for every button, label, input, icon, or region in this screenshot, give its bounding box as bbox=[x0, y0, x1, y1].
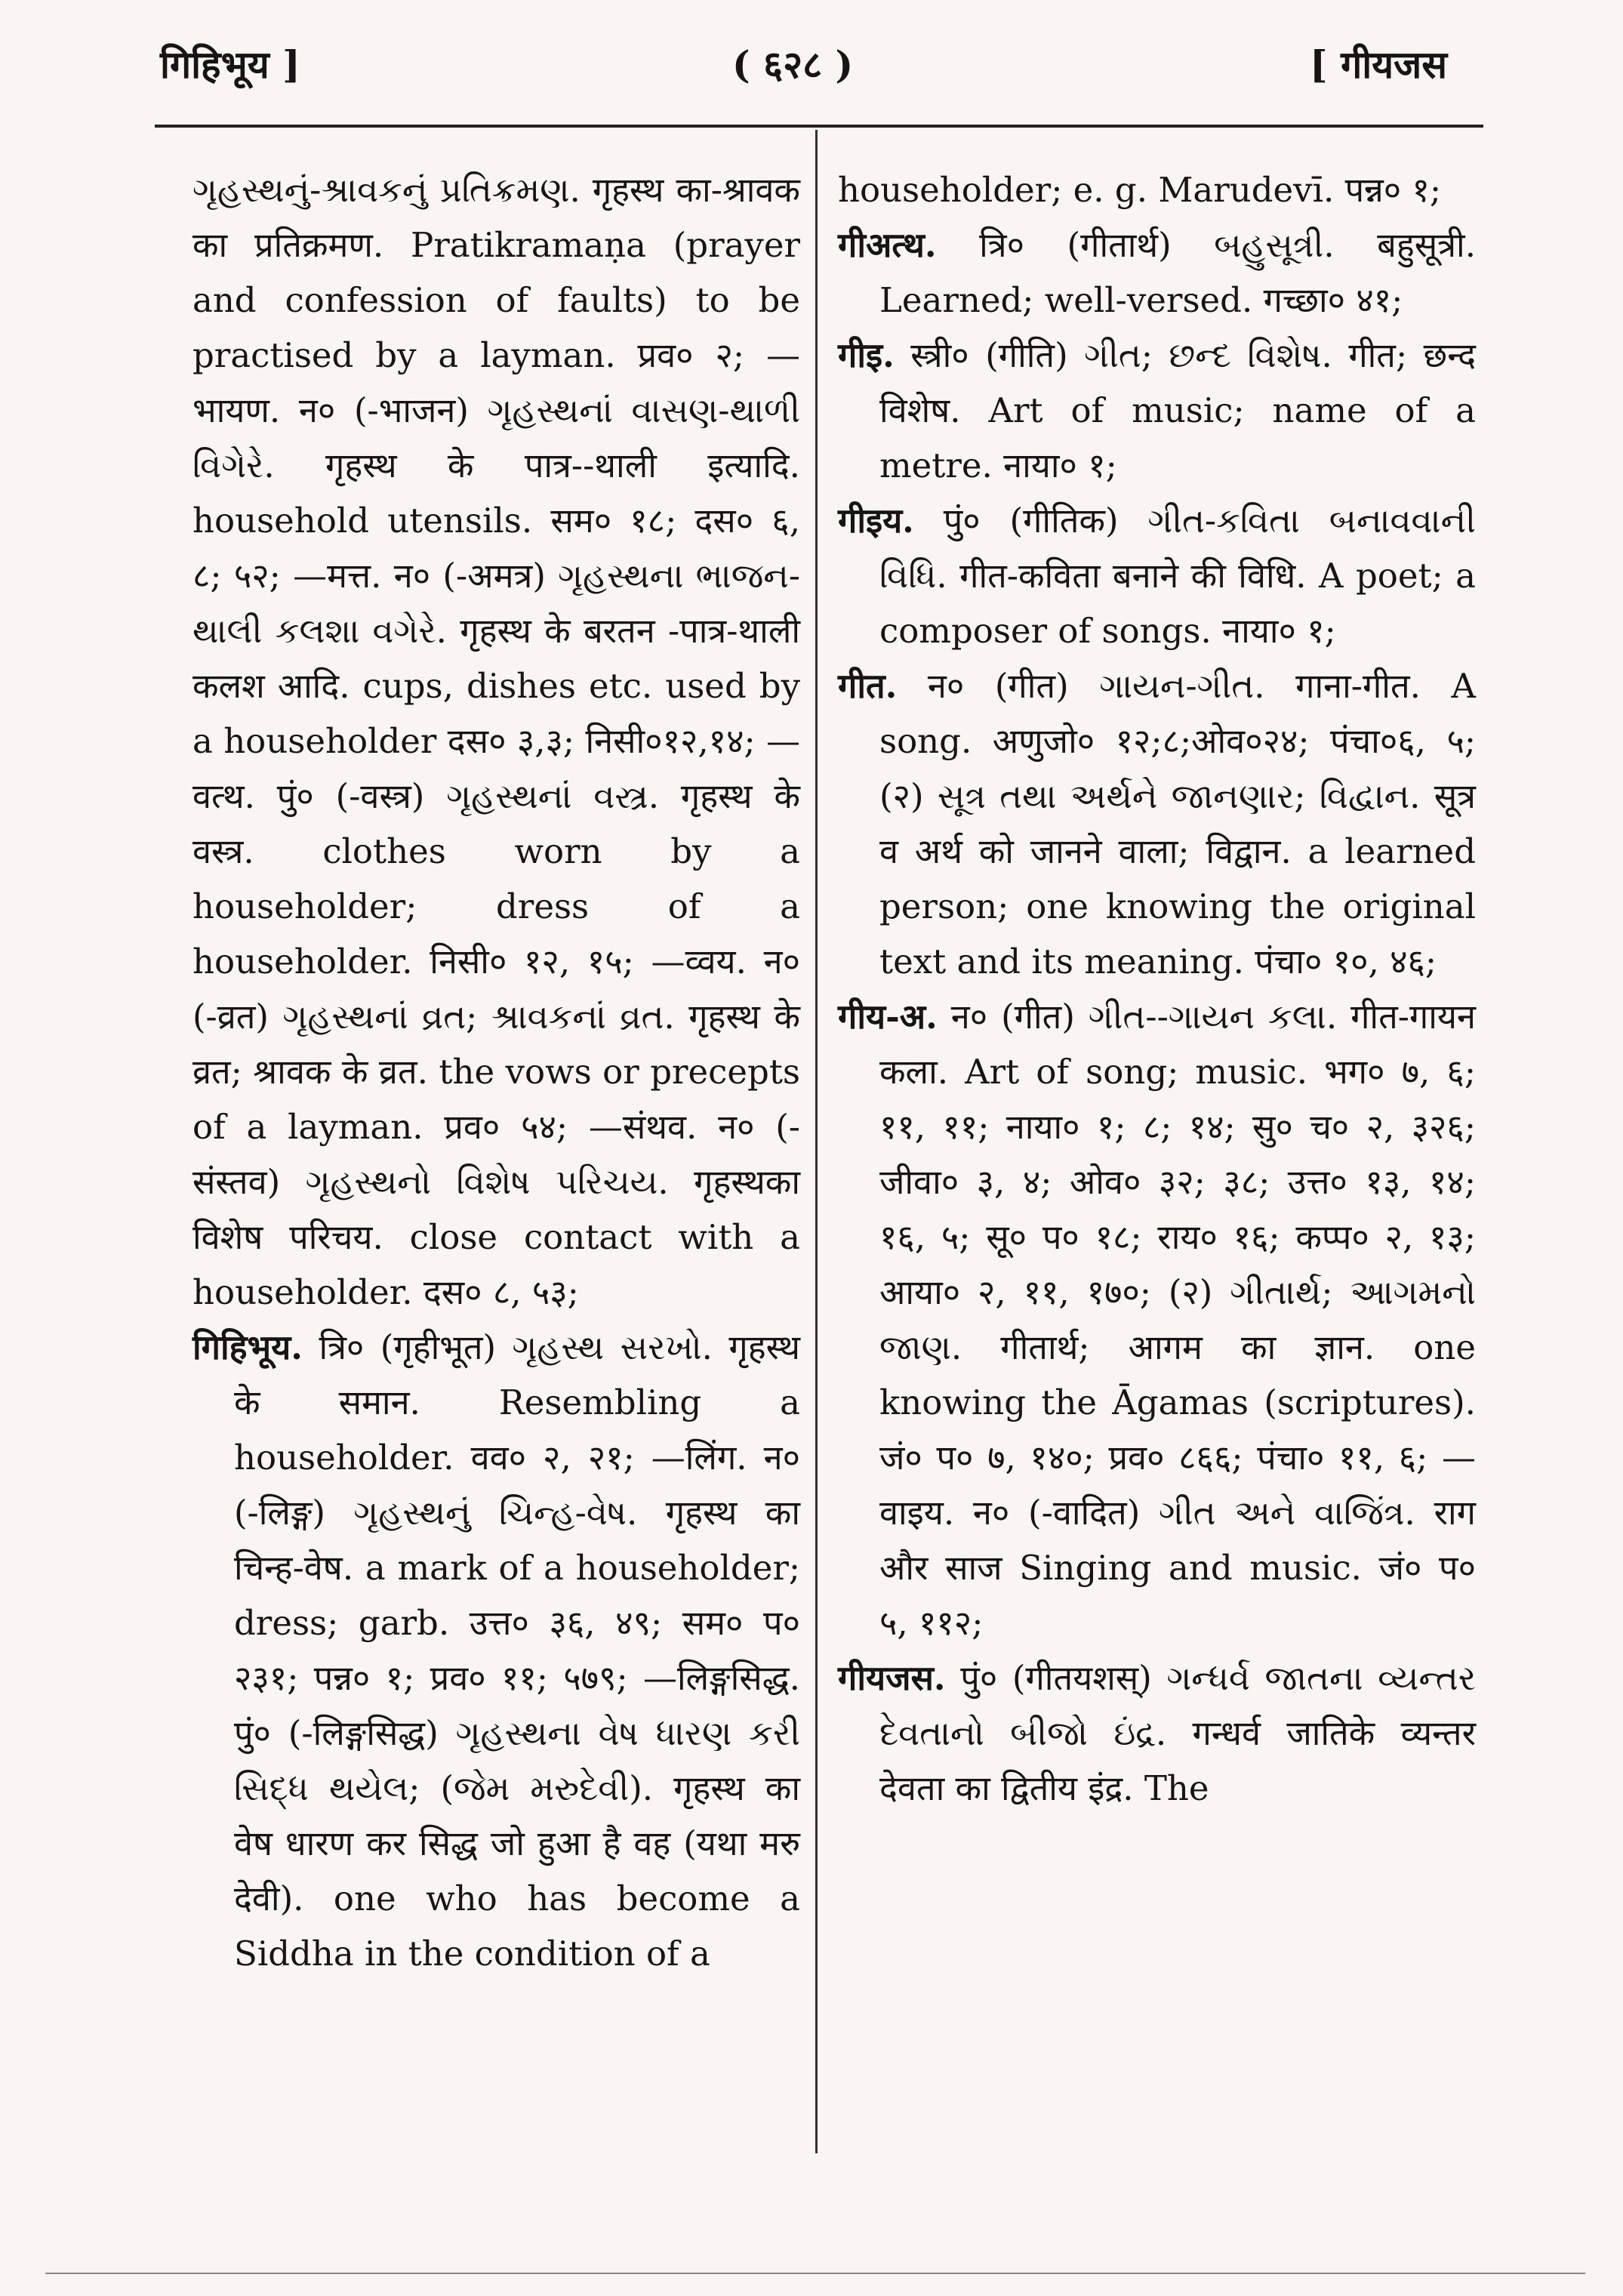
entry-body: पुं० (गीतिक) ગીત-કવિતા બનાવવાની વિધિ. गीत-कविता बनाने की विधि. A poet; a composer of songs. नाया० १; bbox=[879, 501, 1476, 651]
dictionary-entry bbox=[838, 1650, 1476, 1816]
dictionary-entry bbox=[838, 328, 1476, 493]
header-rule bbox=[155, 125, 1483, 128]
page-number: ( ६२८ ) bbox=[732, 42, 854, 87]
entry-headword: गीअत्थ. bbox=[838, 225, 937, 265]
entry-body: त्रि० (गीतार्थ) બહુસૂત્રી. बहुसूत्री. Learned; well-versed. गच्छा० ४१; bbox=[879, 225, 1476, 320]
column-divider bbox=[815, 130, 818, 2153]
dictionary-entry bbox=[838, 493, 1476, 658]
header-left-guideword: गिहिभूय ] bbox=[160, 42, 300, 87]
page-header bbox=[0, 30, 1623, 106]
entry-body: स्त्री० (गीति) ગીત; છન્દ વિશેષ. गीत; छन्द विशेष. Art of music; name of a metre. नाया० १; bbox=[879, 335, 1476, 485]
entry-headword: गीय-अ. bbox=[838, 997, 938, 1037]
entry-body: त्रि० (गृहीभूत) ગૃહસ્થ સરખો. गृहस्थ के समान. Resembling a householder. वव० २, २१; —लिंग. न० (-लिङ्ग) ગૃહસ્થનું ચિન્હ-વેષ. गृहस्थ का चिन्ह-वेष. a mark of a householder; dress; garb. उत्त० ३६, ४९; सम० प० २३१; पन्न० १; प्रव० ११; ५७९; —लिङ्गसिद्ध. पुं० (-लिङ्गसिद्ध) ગૃહસ્થના વેષ ધારણ કરી સિદ્ધ થયેલ; (જેમ મરુદેવી). गृहस्थ का वेष धारण कर सिद्ध जो हुआ है वह (यथा मरु देवी). one who has become a Siddha in the condition of a bbox=[234, 1327, 800, 1974]
entry-headword: गीइय. bbox=[838, 501, 914, 541]
entry-body: न० (गीत) ગીત--ગાયન કલા. गीत-गायन कला. Art of song; music. भग० ७, ६; ११, ११; नाया० १; ८; १४; सु० च० २, ३२६; जीवा० ३, ४; ओव० ३२; ३८; उत्त० १३, १४; १६, ५; सू० प० १८; राय० १६; कप्प० २, १३; आया० २, ११, १७०; (२) ગીતાર્થ; આગમનો જાણ. गीतार्थ; आगम का ज्ञान. one knowing the Āgamas (scriptures). जं० प० ७, १४०; प्रव० ८६६; पंचा० ११, ६; —वाइय. न० (-वादित) ગીત અને વાજિંત્ર. राग और साज Singing and music. जं० प० ५, ११२; bbox=[879, 997, 1476, 1643]
dictionary-entry bbox=[838, 217, 1476, 328]
entry-headword: गिहिभूय. bbox=[192, 1327, 303, 1367]
entry-headword: गीत. bbox=[838, 666, 898, 706]
entry-headword: गीयजस. bbox=[838, 1658, 946, 1698]
dictionary-entry bbox=[192, 1320, 800, 1981]
left-column bbox=[192, 162, 800, 1981]
dictionary-entry bbox=[838, 658, 1476, 989]
entry-body: न० (गीत) ગાયન-ગીત. गाना-गीत. A song. अणुजो० १२;८;ओव०२४; पंचा०६, ५; (२) સૂત્ર તથા અર્થને જાનણાર; વિદ્વાન. सूत्र व अर्थ को जानने वाला; विद्वान. a learned person; one knowing the original text and its meaning. पंचा० १०, ४६; bbox=[879, 666, 1476, 982]
footer-rule bbox=[45, 2273, 1585, 2274]
entry-headword: गीइ. bbox=[838, 335, 895, 375]
dictionary-entry bbox=[838, 989, 1476, 1650]
continuation-text: householder; e. g. Marudevī. पन्न० १; bbox=[838, 170, 1442, 210]
entry-body: पुं० (गीतयशस्) ગન્ધર્વ જાતના વ્યન્તર દેવતાનો બીજો ઇંદ્ર. गन्धर्व जातिके व्यन्तर देवता का द्वितीय इंद्र. The bbox=[879, 1658, 1477, 1808]
header-right-guideword: [ गीयजस bbox=[1310, 42, 1448, 87]
continuation-text: ગૃહસ્થનું-શ્રાવકનું પ્રતિક્રમણ. गृहस्थ का-श्रावक का प्रतिक्रमण. Pratikramaṇa (prayer and confession of faults) to be practised by a layman. प्रव० २; —भायण. न० (-भाजन) ગૃહસ્થનાં વાસણ-થાળી વિગેરે. गृहस्थ के पात्र--थाली इत्यादि. household utensils. सम० १८; दस० ६, ८; ५२; —मत्त. न० (-अमत्र) ગૃહસ્થના ભાજન-થાલી કલશા વગેરે. गृहस्थ के बरतन -पात्र-थाली कलश आदि. cups, dishes etc. used by a householder दस० ३,३; निसी०१२,१४; —वत्थ. पुं० (-वस्त्र) ગૃહસ્થનાં વસ્ત્ર. गृहस्थ के वस्त्र. clothes worn by a householder; dress of a householder. निसी० १२, १५; —व्वय. न० (-व्रत) ગૃહસ્થનાં વ્રત; શ્રાવકનાં વ્રત. गृहस्थ के व्रत; श्रावक के व्रत. the vows or precepts of a layman. प्रव० ५४; —संथव. न० (-संस्तव) ગૃહસ્થનો વિશેષ પરિચય. गृहस्थका विशेष परिचय. close contact with a householder. दस० ८, ५३; bbox=[192, 170, 800, 1312]
right-column bbox=[838, 162, 1476, 1816]
